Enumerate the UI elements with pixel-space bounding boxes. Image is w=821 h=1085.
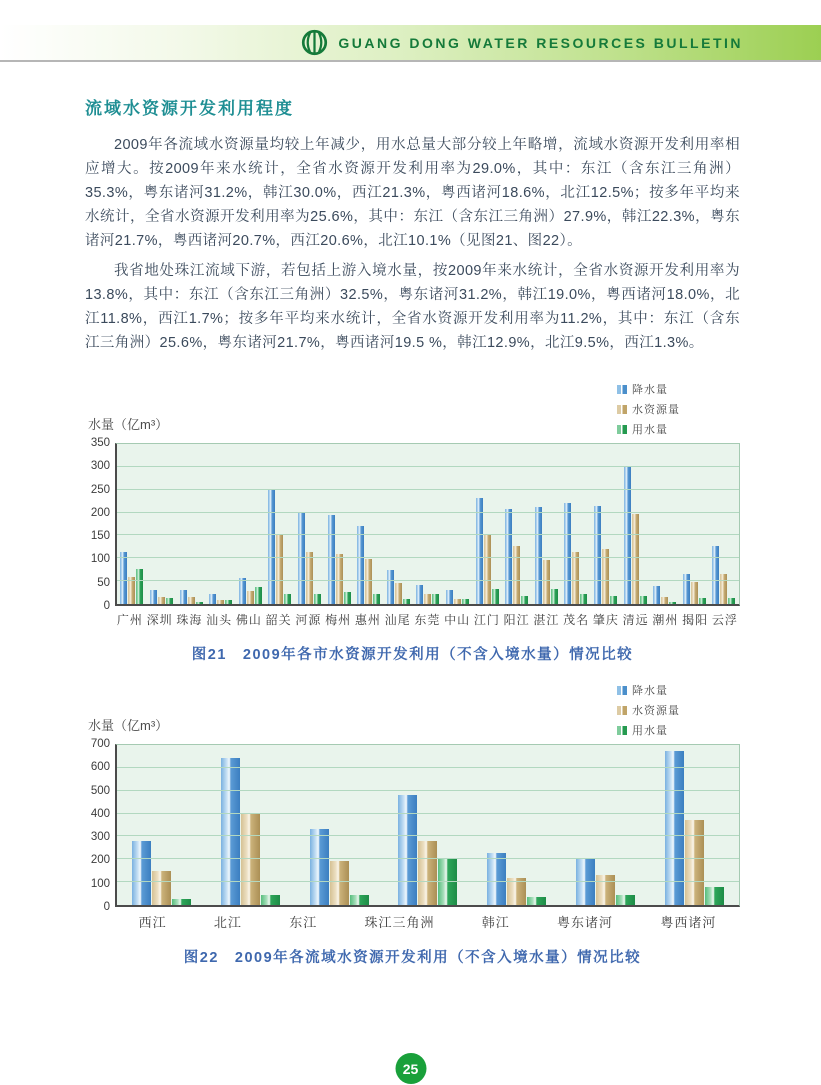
bar xyxy=(424,594,431,604)
bar xyxy=(387,570,394,604)
bar xyxy=(640,596,647,604)
bar xyxy=(691,582,698,604)
x-tick-label: 广州 xyxy=(116,613,143,627)
x-tick-label: 河源 xyxy=(295,613,322,627)
bar xyxy=(268,490,275,604)
bar xyxy=(543,560,550,604)
legend-label: 降水量 xyxy=(632,685,668,697)
bar xyxy=(336,554,343,604)
x-tick-label: 惠州 xyxy=(354,613,381,627)
legend-item xyxy=(617,702,680,718)
y-axis xyxy=(85,738,115,913)
x-tick-label: 深圳 xyxy=(146,613,173,627)
legend-marker-icon xyxy=(617,425,627,434)
bar xyxy=(527,897,546,905)
bar xyxy=(395,583,402,604)
y-tick-label: 100 xyxy=(90,877,110,890)
bar xyxy=(683,574,690,604)
bar xyxy=(255,587,262,604)
bar xyxy=(217,600,224,604)
x-tick-label: 潮州 xyxy=(652,613,679,627)
bar xyxy=(225,600,232,604)
x-axis-labels xyxy=(115,611,740,628)
bar xyxy=(330,861,349,905)
chart-body xyxy=(85,437,740,612)
legend-label: 水资源量 xyxy=(632,404,680,416)
bar xyxy=(239,578,246,604)
x-tick-label: 珠江三角洲 xyxy=(364,915,435,930)
bulletin-page xyxy=(0,25,821,1085)
bar xyxy=(661,597,668,604)
plot-area xyxy=(115,744,740,907)
bar xyxy=(521,596,528,604)
bar xyxy=(728,598,735,604)
bar xyxy=(535,507,542,604)
bar xyxy=(551,589,558,604)
y-tick-label: 150 xyxy=(90,530,110,543)
x-tick-label: 东莞 xyxy=(414,613,441,627)
bar xyxy=(132,841,151,905)
gridline xyxy=(117,580,739,581)
bar xyxy=(261,895,280,905)
y-tick-label: 400 xyxy=(90,807,110,820)
x-tick-label: 韶关 xyxy=(265,613,292,627)
bar xyxy=(196,602,203,604)
bar xyxy=(373,594,380,604)
chart-legend xyxy=(617,682,680,738)
paragraph-2: 我省地处珠江流域下游，若包括上游入境水量，按2009年来水统计，全省水资源开发利用率为13.8%，其中：东江（含东江三角洲）32.5%，粤东诸河31.2%，韩江19.0%，粤西诸河18.0%，北江11.8%，西江1.7%；按多年平均来水统计，全省水资源开发利用率为11.2%，其中：东江（含东江三角洲）25.6%，粤东诸河21.7%，粤西诸河19.5 %，韩江12.9%，北江9.5%，西江1.3%。 xyxy=(85,263,740,351)
bar xyxy=(306,552,313,604)
bar xyxy=(241,814,260,905)
bar xyxy=(180,590,187,604)
bar xyxy=(487,853,506,905)
x-axis-labels xyxy=(115,912,740,931)
legend-label: 用水量 xyxy=(632,424,668,436)
chart-body xyxy=(85,738,740,913)
bar xyxy=(418,841,437,905)
gridline xyxy=(117,534,739,535)
bar xyxy=(276,535,283,604)
gridline xyxy=(117,813,739,814)
y-tick-label: 200 xyxy=(90,506,110,519)
gridline xyxy=(117,767,739,768)
x-tick-label: 东江 xyxy=(289,915,318,930)
bar xyxy=(365,559,372,604)
bar xyxy=(580,594,587,604)
x-tick-label: 清远 xyxy=(622,613,649,627)
x-tick-label: 肇庆 xyxy=(592,613,619,627)
x-tick-label: 云浮 xyxy=(711,613,738,627)
chart-basins xyxy=(85,682,740,967)
y-axis-title: 水量（亿m³） xyxy=(88,417,169,432)
x-tick-label: 北江 xyxy=(213,915,242,930)
legend-marker-icon xyxy=(617,686,627,695)
bar xyxy=(221,758,240,905)
paragraph-1: 2009年各流域水资源量均较上年减少，用水总量大部分较上年略增，流域水资源开发利用率相应增大。按2009年来水统计，全省水资源开发利用率为29.0%，其中：东江（含东江三角洲）35.3%，粤东诸河31.2%，韩江30.0%，西江21.3%，粤西诸河18.6%，北江12.5%；按多年平均来水统计，全省水资源开发利用率为25.6%，其中：东江（含东江三角洲）27.9%，韩江22.3%，粤东诸河21.7%，粤西诸河20.7%，西江20.6%，北江10.1%（见图21、图22）。 xyxy=(85,137,740,249)
bar xyxy=(120,552,127,604)
bar xyxy=(669,602,676,604)
bar xyxy=(685,820,704,905)
chart-legend xyxy=(617,381,680,437)
bar xyxy=(572,552,579,604)
bar xyxy=(314,594,321,604)
legend-marker-icon xyxy=(617,706,627,715)
chart-header xyxy=(85,381,740,439)
bar xyxy=(476,498,483,604)
gridline xyxy=(117,881,739,882)
bar xyxy=(398,795,417,905)
x-tick-label: 梅州 xyxy=(325,613,352,627)
bar xyxy=(616,895,635,905)
y-tick-label: 300 xyxy=(90,460,110,473)
bar xyxy=(699,598,706,604)
bar xyxy=(720,574,727,604)
bar xyxy=(158,597,165,604)
bar xyxy=(432,594,439,605)
x-tick-label: 汕头 xyxy=(206,613,233,627)
x-tick-label: 佛山 xyxy=(235,613,262,627)
figure-21-caption: 图21 2009年各市水资源开发利用（不含入境水量）情况比较 xyxy=(191,647,634,663)
gridline xyxy=(117,790,739,791)
y-tick-label: 600 xyxy=(90,761,110,774)
x-tick-label: 汕尾 xyxy=(384,613,411,627)
gridline xyxy=(117,835,739,836)
bar xyxy=(653,586,660,604)
header-banner xyxy=(0,25,821,62)
figure-22-caption: 图22 2009年各流域水资源开发利用（不含入境水量）情况比较 xyxy=(183,950,642,966)
bar xyxy=(610,596,617,604)
legend-item xyxy=(617,401,680,417)
x-tick-label: 韩江 xyxy=(481,915,510,930)
bar xyxy=(136,569,143,604)
legend-marker-icon xyxy=(617,405,627,414)
bar xyxy=(284,594,291,605)
bar xyxy=(310,829,329,905)
y-tick-label: 200 xyxy=(90,854,110,867)
gridline xyxy=(117,858,739,859)
bar xyxy=(492,589,499,604)
legend-label: 降水量 xyxy=(632,384,668,396)
bar xyxy=(446,590,453,604)
bar xyxy=(152,871,171,905)
bar xyxy=(209,594,216,604)
legend-item xyxy=(617,421,680,437)
y-tick-label: 0 xyxy=(103,600,110,612)
x-tick-label: 粤东诸河 xyxy=(557,915,614,930)
y-tick-label: 250 xyxy=(90,483,110,496)
y-tick-label: 700 xyxy=(90,738,110,750)
bar xyxy=(712,546,719,604)
bar xyxy=(462,599,469,604)
y-tick-label: 500 xyxy=(90,784,110,797)
x-tick-label: 阳江 xyxy=(503,613,530,627)
x-tick-label: 茂名 xyxy=(563,613,590,627)
y-tick-label: 0 xyxy=(103,901,110,913)
bar xyxy=(513,546,520,604)
gridline xyxy=(117,512,739,513)
gridline xyxy=(117,466,739,467)
y-tick-label: 100 xyxy=(90,553,110,566)
bar xyxy=(188,597,195,604)
legend-marker-icon xyxy=(617,726,627,735)
x-tick-label: 西江 xyxy=(138,915,167,930)
chart-cities xyxy=(85,381,740,664)
y-tick-label: 300 xyxy=(90,831,110,844)
bar xyxy=(594,506,601,604)
bar xyxy=(454,599,461,604)
x-tick-label: 珠海 xyxy=(176,613,203,627)
bar xyxy=(705,887,724,905)
bar xyxy=(150,590,157,604)
x-tick-label: 中山 xyxy=(444,613,471,627)
bar xyxy=(166,598,173,604)
bulletin-logo-icon xyxy=(301,29,328,56)
bar xyxy=(564,503,571,604)
bar xyxy=(350,895,369,906)
bulletin-title: GUANG DONG WATER RESOURCES BULLETIN xyxy=(338,34,743,51)
bar xyxy=(344,592,351,604)
gridline xyxy=(117,557,739,558)
x-tick-label: 粤西诸河 xyxy=(660,915,717,930)
section-title: 流域水资源开发利用程度 xyxy=(85,99,294,118)
chart-header xyxy=(85,682,740,740)
bar xyxy=(484,535,491,604)
legend-item xyxy=(617,381,680,397)
y-axis-title: 水量（亿m³） xyxy=(88,718,169,733)
y-tick-label: 50 xyxy=(97,576,110,589)
x-tick-label: 湛江 xyxy=(533,613,560,627)
header-banner-content xyxy=(301,29,743,56)
bar xyxy=(596,875,615,905)
bar xyxy=(357,526,364,604)
page-content xyxy=(0,94,821,967)
legend-item xyxy=(617,722,680,738)
legend-item xyxy=(617,682,680,698)
gridline xyxy=(117,489,739,490)
page-number-badge: 25 xyxy=(395,1053,426,1084)
bar xyxy=(403,599,410,604)
bar xyxy=(328,515,335,604)
x-tick-label: 江门 xyxy=(473,613,500,627)
legend-label: 用水量 xyxy=(632,725,668,737)
bar xyxy=(632,514,639,605)
bar xyxy=(172,899,191,905)
legend-marker-icon xyxy=(617,385,627,394)
bar xyxy=(247,591,254,604)
bar xyxy=(416,585,423,604)
y-axis xyxy=(85,437,115,612)
x-tick-label: 揭阳 xyxy=(682,613,709,627)
legend-label: 水资源量 xyxy=(632,705,680,717)
plot-area xyxy=(115,443,740,606)
y-tick-label: 350 xyxy=(90,437,110,449)
